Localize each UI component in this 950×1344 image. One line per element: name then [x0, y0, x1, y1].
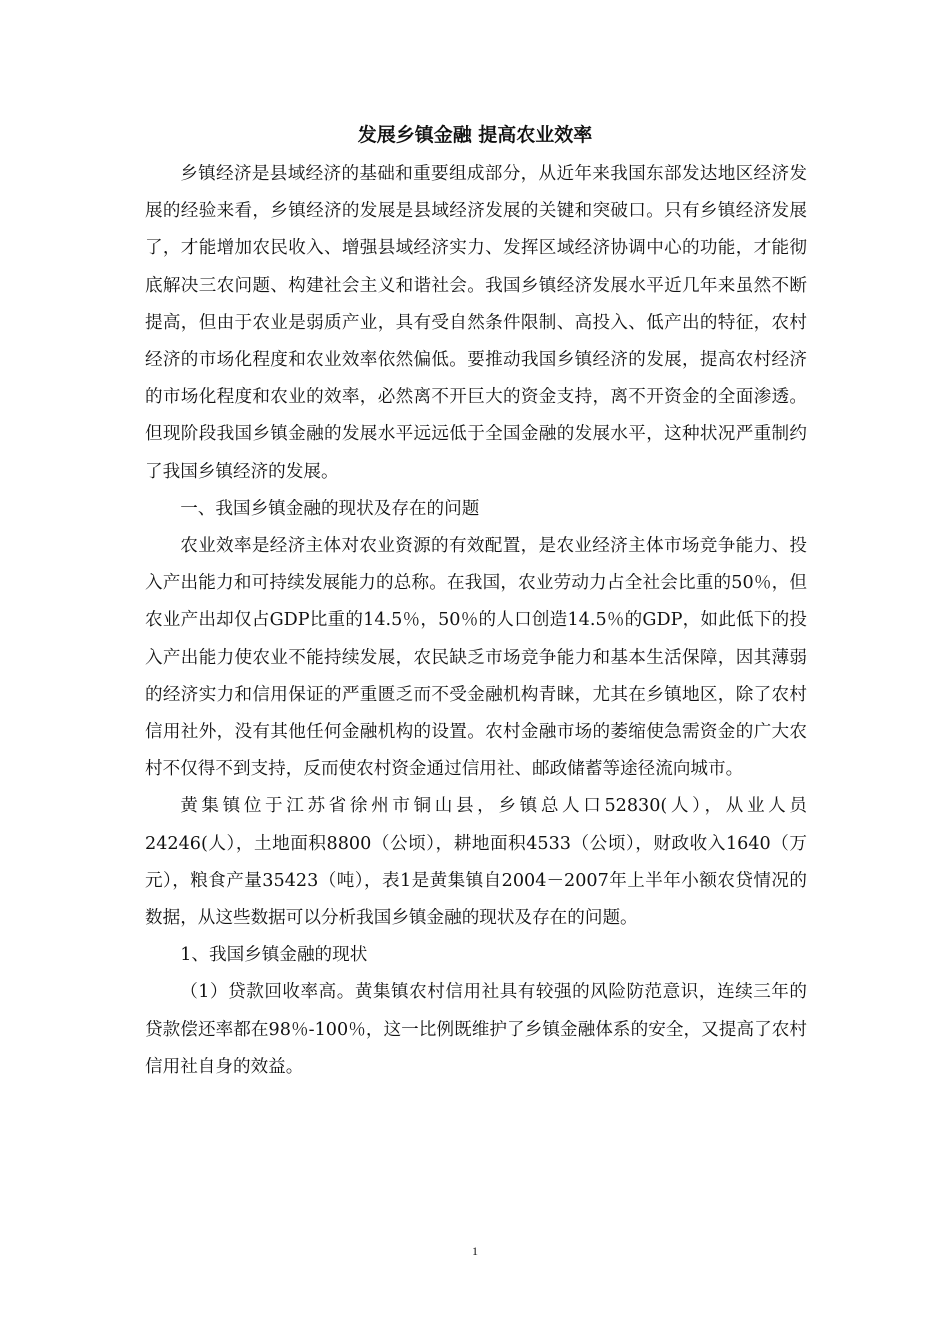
page-number: 1 — [472, 1244, 478, 1258]
section-heading-1: 一、我国乡镇金融的现状及存在的问题 — [180, 498, 480, 519]
paragraph-huangji: 黄集镇位于江苏省徐州市铜山县，乡镇总人口52830(人），从业人员24246(人），土地面积8800（公顷），耕地面积4533（公顷），财政收入1640（万元），粮食产量35423（吨），表1是黄集镇自2004－2007年上半年小额农贷情况的数据，从这些数据可以分析我国乡镇金融的现状及存在的问题。 — [145, 796, 807, 929]
subsection-heading-1: 1、我国乡镇金融的现状 — [180, 945, 368, 966]
document-body — [145, 156, 807, 1086]
paragraph-loan-recovery: （1）贷款回收率高。黄集镇农村信用社具有较强的风险防范意识，连续三年的贷款偿还率都在98％-100％，这一比例既维护了乡镇金融体系的安全，又提高了农村信用社自身的效益。 — [145, 982, 807, 1077]
paragraph-efficiency: 农业效率是经济主体对农业资源的有效配置，是农业经济主体市场竞争能力、投入产出能力和可持续发展能力的总称。在我国，农业劳动力占全社会比重的50％，但农业产出却仅占GDP比重的14.5％，50％的人口创造14.5％的GDP，如此低下的投入产出能力使农业不能持续发展，农民缺乏市场竞争能力和基本生活保障，因其薄弱的经济实力和信用保证的严重匮乏而不受金融机构青睐，尤其在乡镇地区，除了农村信用社外，没有其他任何金融机构的设置。农村金融市场的萎缩使急需资金的广大农村不仅得不到支持，反而使农村资金通过信用社、邮政储蓄等途径流向城市。 — [145, 536, 807, 780]
document-title: 发展乡镇金融 提高农业效率 — [357, 124, 593, 146]
paragraph-intro: 乡镇经济是县域经济的基础和重要组成部分，从近年来我国东部发达地区经济发展的经验来看，乡镇经济的发展是县域经济发展的关键和突破口。只有乡镇经济发展了，才能增加农民收入、增强县域经济实力、发挥区域经济协调中心的功能，才能彻底解决三农问题、构建社会主义和谐社会。我国乡镇经济发展水平近几年来虽然不断提高，但由于农业是弱质产业，具有受自然条件限制、高投入、低产出的特征，农村经济的市场化程度和农业效率依然偏低。要推动我国乡镇经济的发展，提高农村经济的市场化程度和农业的效率，必然离不开巨大的资金支持，离不开资金的全面渗透。但现阶段我国乡镇金融的发展水平远远低于全国金融的发展水平，这种状况严重制约了我国乡镇经济的发展。 — [145, 164, 807, 482]
